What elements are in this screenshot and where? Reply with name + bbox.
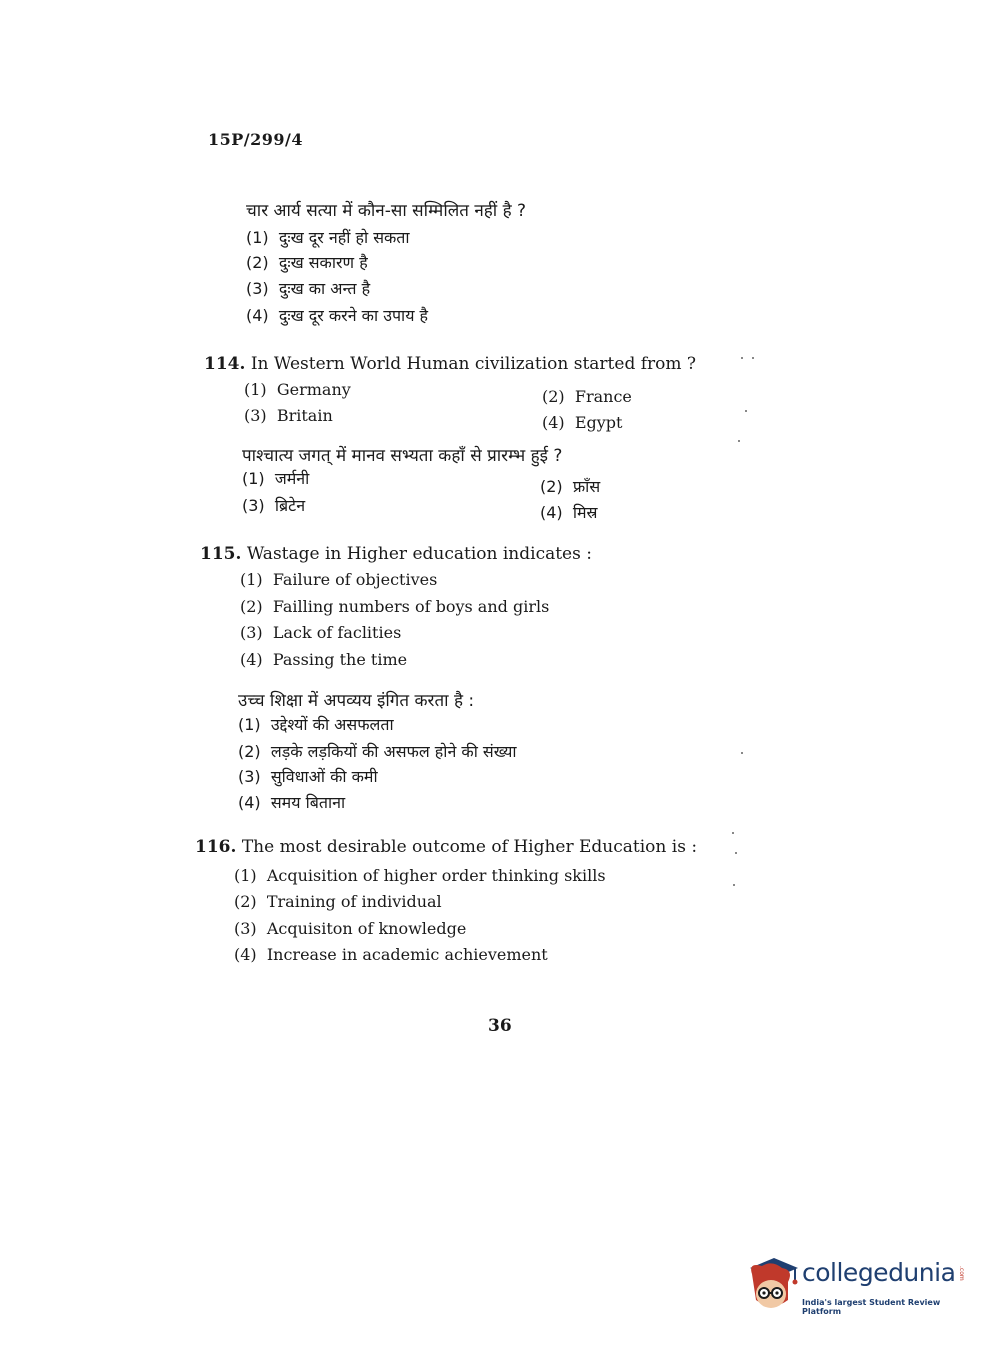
scan-speck: [732, 832, 734, 834]
q114-option-3-en: (3) Britain: [244, 406, 333, 425]
q115-option-4-hi: (4) समय बिताना: [238, 793, 346, 812]
q115-option-1-en: (1) Failure of objectives: [240, 570, 438, 589]
q115-option-3-hi: (3) सुविधाओं की कमी: [238, 767, 378, 786]
q114-option-2-en: (2) France: [542, 387, 632, 406]
q115-option-1-hi: (1) उद्देश्यों की असफलता: [238, 715, 394, 734]
q116-option-2-en: (2) Training of individual: [234, 892, 442, 911]
page-number: 36: [488, 1016, 512, 1036]
q116-option-3-en: (3) Acquisiton of knowledge: [234, 919, 467, 938]
q113-option-3: (3) दुःख का अन्त है: [246, 279, 371, 298]
brand-name: collegedunia: [802, 1258, 956, 1287]
q113-option-4: (4) दुःख दूर करने का उपाय है: [246, 306, 429, 325]
q115-question: 115. Wastage in Higher education indicates :: [200, 544, 592, 564]
q115-hindi-text: उच्च शिक्षा में अपव्यय इंगित करता है :: [238, 691, 475, 711]
q114-option-4-en: (4) Egypt: [542, 413, 623, 432]
scan-speck: [735, 852, 737, 854]
scan-speck: [741, 752, 743, 754]
q113-option-1: (1) दुःख दूर नहीं हो सकता: [246, 228, 410, 247]
brand-tagline: India's largest Student Review Platform: [802, 1298, 941, 1316]
scan-speck: [738, 440, 740, 442]
q116-option-4-en: (4) Increase in academic achievement: [234, 945, 548, 964]
q114-option-1-hi: (1) जर्मनी: [242, 469, 310, 488]
q115-option-2-hi: (2) लड़के लड़कियों की असफल होने की संख्या: [238, 742, 517, 761]
q115-option-4-en: (4) Passing the time: [240, 650, 408, 669]
scan-speck: [752, 357, 754, 359]
scan-speck: [741, 357, 743, 359]
q113-option-2: (2) दुःख सकारण है: [246, 253, 368, 272]
q113-hindi-text: चार आर्य सत्या में कौन-सा सम्मिलित नहीं है ?: [246, 201, 527, 221]
scan-speck: [745, 410, 747, 412]
q114-question: 114. In Western World Human civilization started from ?: [204, 354, 697, 374]
q114-option-3-hi: (3) ब्रिटेन: [242, 496, 306, 515]
q114-option-1-en: (1) Germany: [244, 380, 351, 399]
q116-option-1-en: (1) Acquisition of higher order thinking skills: [234, 866, 606, 885]
q115-option-2-en: (2) Failling numbers of boys and girls: [240, 597, 550, 616]
q114-hindi-text: पाश्चात्य जगत् में मानव सभ्यता कहाँ से प्रारम्भ हुई ?: [242, 446, 563, 466]
brand-suffix: .com: [958, 1266, 965, 1281]
q116-question: 116. The most desirable outcome of Higher Education is :: [195, 837, 698, 857]
q114-option-2-hi: (2) फ्राँस: [540, 477, 601, 496]
q114-option-4-hi: (4) मिस्र: [540, 503, 598, 522]
mascot-icon: [744, 1252, 800, 1314]
q115-option-3-en: (3) Lack of faclities: [240, 623, 402, 642]
scan-speck: [733, 884, 735, 886]
collegedunia-logo: [744, 1252, 974, 1322]
paper-code: 15P/299/4: [208, 130, 304, 149]
